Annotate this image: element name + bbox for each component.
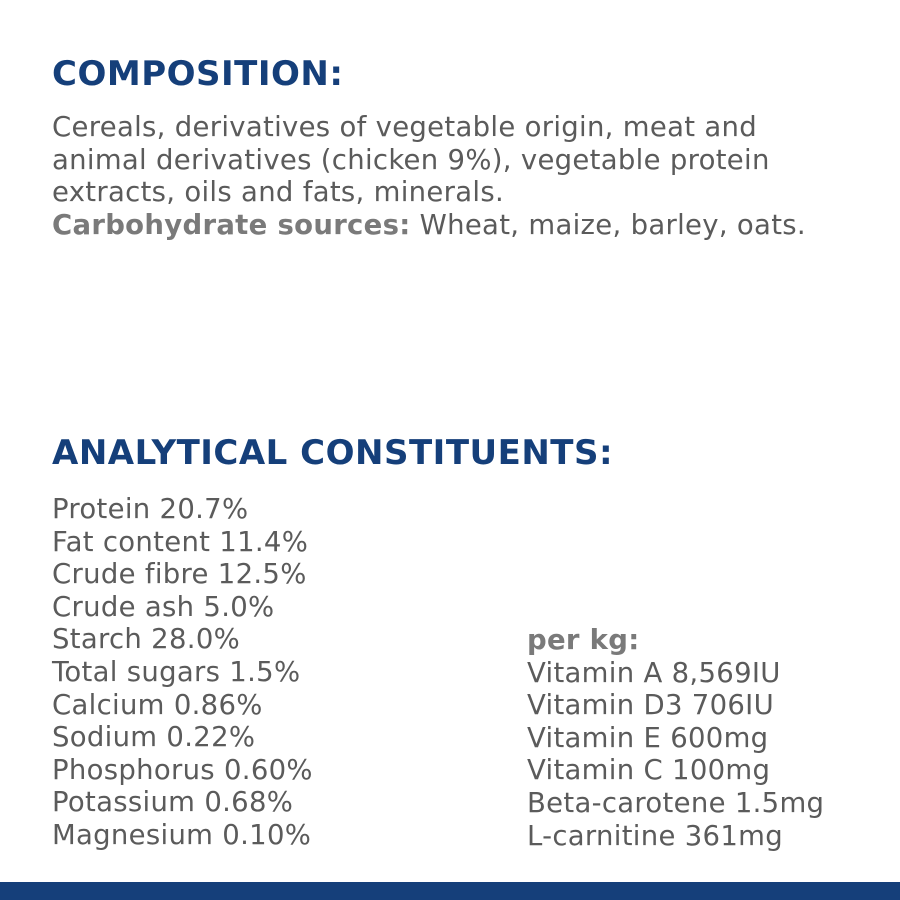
- analytical-constituents-heading: ANALYTICAL CONSTITUENTS:: [52, 433, 614, 473]
- constituent-item: Crude ash 5.0%: [52, 590, 275, 623]
- constituent-item: Calcium 0.86%: [52, 688, 263, 721]
- constituent-item: Potassium 0.68%: [52, 786, 294, 819]
- carbohydrate-sources-label: Carbohydrate sources:: [52, 208, 411, 241]
- constituent-item: Total sugars 1.5%: [52, 655, 301, 688]
- constituent-item: Starch 28.0%: [52, 623, 241, 656]
- per-kg-item: Beta-carotene 1.5mg: [527, 786, 825, 819]
- constituent-item: Magnesium 0.10%: [52, 818, 312, 851]
- carbohydrate-sources: [52, 209, 872, 242]
- per-kg-item: Vitamin A 8,569IU: [527, 656, 781, 689]
- constituents-list: [52, 493, 313, 852]
- carbohydrate-sources-value: Wheat, maize, barley, oats.: [410, 208, 806, 241]
- constituent-item: Protein 20.7%: [52, 493, 249, 525]
- per-kg-item: Vitamin C 100mg: [527, 754, 771, 787]
- per-kg-item: L-carnitine 361mg: [527, 819, 783, 852]
- composition-line: animal derivatives (chicken 9%), vegetable protein: [52, 143, 770, 176]
- composition-heading: COMPOSITION:: [52, 54, 344, 94]
- composition-line: Cereals, derivatives of vegetable origin, meat and: [52, 111, 757, 143]
- per-kg-label: per kg:: [527, 624, 640, 656]
- composition-text: [52, 111, 872, 241]
- constituent-item: Phosphorus 0.60%: [52, 753, 313, 786]
- constituent-item: Crude fibre 12.5%: [52, 558, 307, 591]
- composition-line: extracts, oils and fats, minerals.: [52, 176, 504, 208]
- per-kg-item: Vitamin E 600mg: [527, 721, 769, 754]
- per-kg-list: [527, 624, 824, 852]
- bottom-bar: [0, 882, 900, 900]
- constituent-item: Fat content 11.4%: [52, 525, 309, 558]
- per-kg-item: Vitamin D3 706IU: [527, 689, 775, 722]
- constituent-item: Sodium 0.22%: [52, 721, 256, 754]
